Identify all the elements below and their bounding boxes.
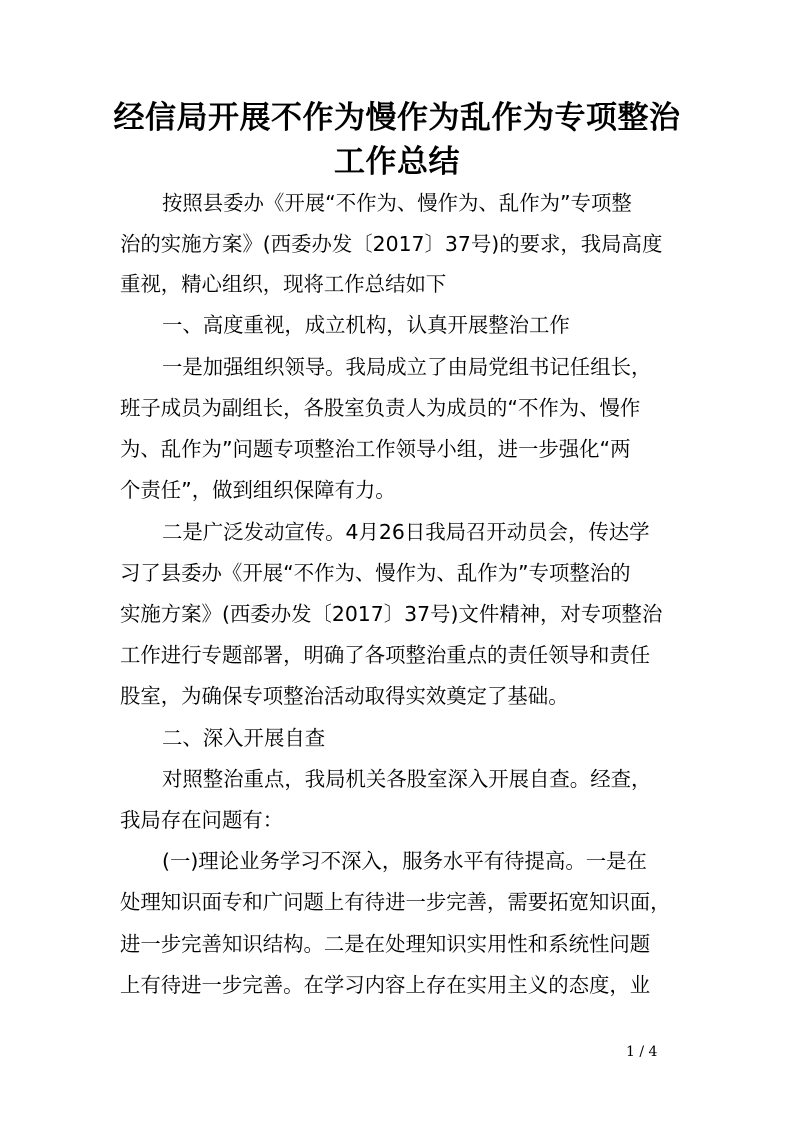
paragraph-line: 二是广泛发动宣传。4月26日我局召开动员会，传达学 <box>162 520 650 544</box>
paragraph-line: 实施方案》(西委办发〔2017〕37号)文件精神，对专项整治 <box>120 602 663 626</box>
paragraph-line: 按照县委办《开展“不作为、慢作为、乱作为”专项整 <box>162 191 632 215</box>
paragraph-line: 习了县委办《开展“不作为、慢作为、乱作为”专项整治的 <box>120 561 631 585</box>
paragraph-line: 进一步完善知识结构。二是在处理知识实用性和系统性问题 <box>120 932 651 956</box>
paragraph-line: 股室，为确保专项整治活动取得实效奠定了基础。 <box>120 684 569 708</box>
paragraph-line: 我局存在问题有： <box>120 808 284 832</box>
paragraph-line: (一)理论业务学习不深入，服务水平有待提高。一是在 <box>162 849 647 873</box>
document-title-line-1: 经信局开展不作为慢作为乱作为专项整治 <box>113 100 681 136</box>
paragraph-line: 为、乱作为”问题专项整治工作领导小组，进一步强化“两 <box>120 437 631 461</box>
paragraph-line: 重视，精心组织，现将工作总结如下 <box>120 272 447 296</box>
paragraph-line: 个责任”，做到组织保障有力。 <box>120 478 396 502</box>
paragraph-line: 处理知识面专和广问题上有待进一步完善，需要拓宽知识面， <box>120 890 671 914</box>
paragraph-line: 工作进行专题部署，明确了各项整治重点的责任领导和责任 <box>120 643 651 667</box>
page-number: 1 / 4 <box>626 1044 658 1060</box>
document-title-line-2: 工作总结 <box>334 144 460 180</box>
paragraph-line: 班子成员为副组长，各股室负责人为成员的“不作为、慢作 <box>120 396 641 420</box>
section-heading: 一、高度重视，成立机构，认真开展整治工作 <box>162 313 570 337</box>
paragraph-line: 对照整治重点，我局机关各股室深入开展自查。经查， <box>162 767 652 791</box>
section-heading: 二、深入开展自查 <box>162 726 326 750</box>
paragraph-line: 上有待进一步完善。在学习内容上存在实用主义的态度，业 <box>120 973 651 997</box>
paragraph-line: 一是加强组织领导。我局成立了由局党组书记任组长， <box>162 355 652 379</box>
paragraph-line: 治的实施方案》(西委办发〔2017〕37号)的要求，我局高度 <box>120 232 663 256</box>
